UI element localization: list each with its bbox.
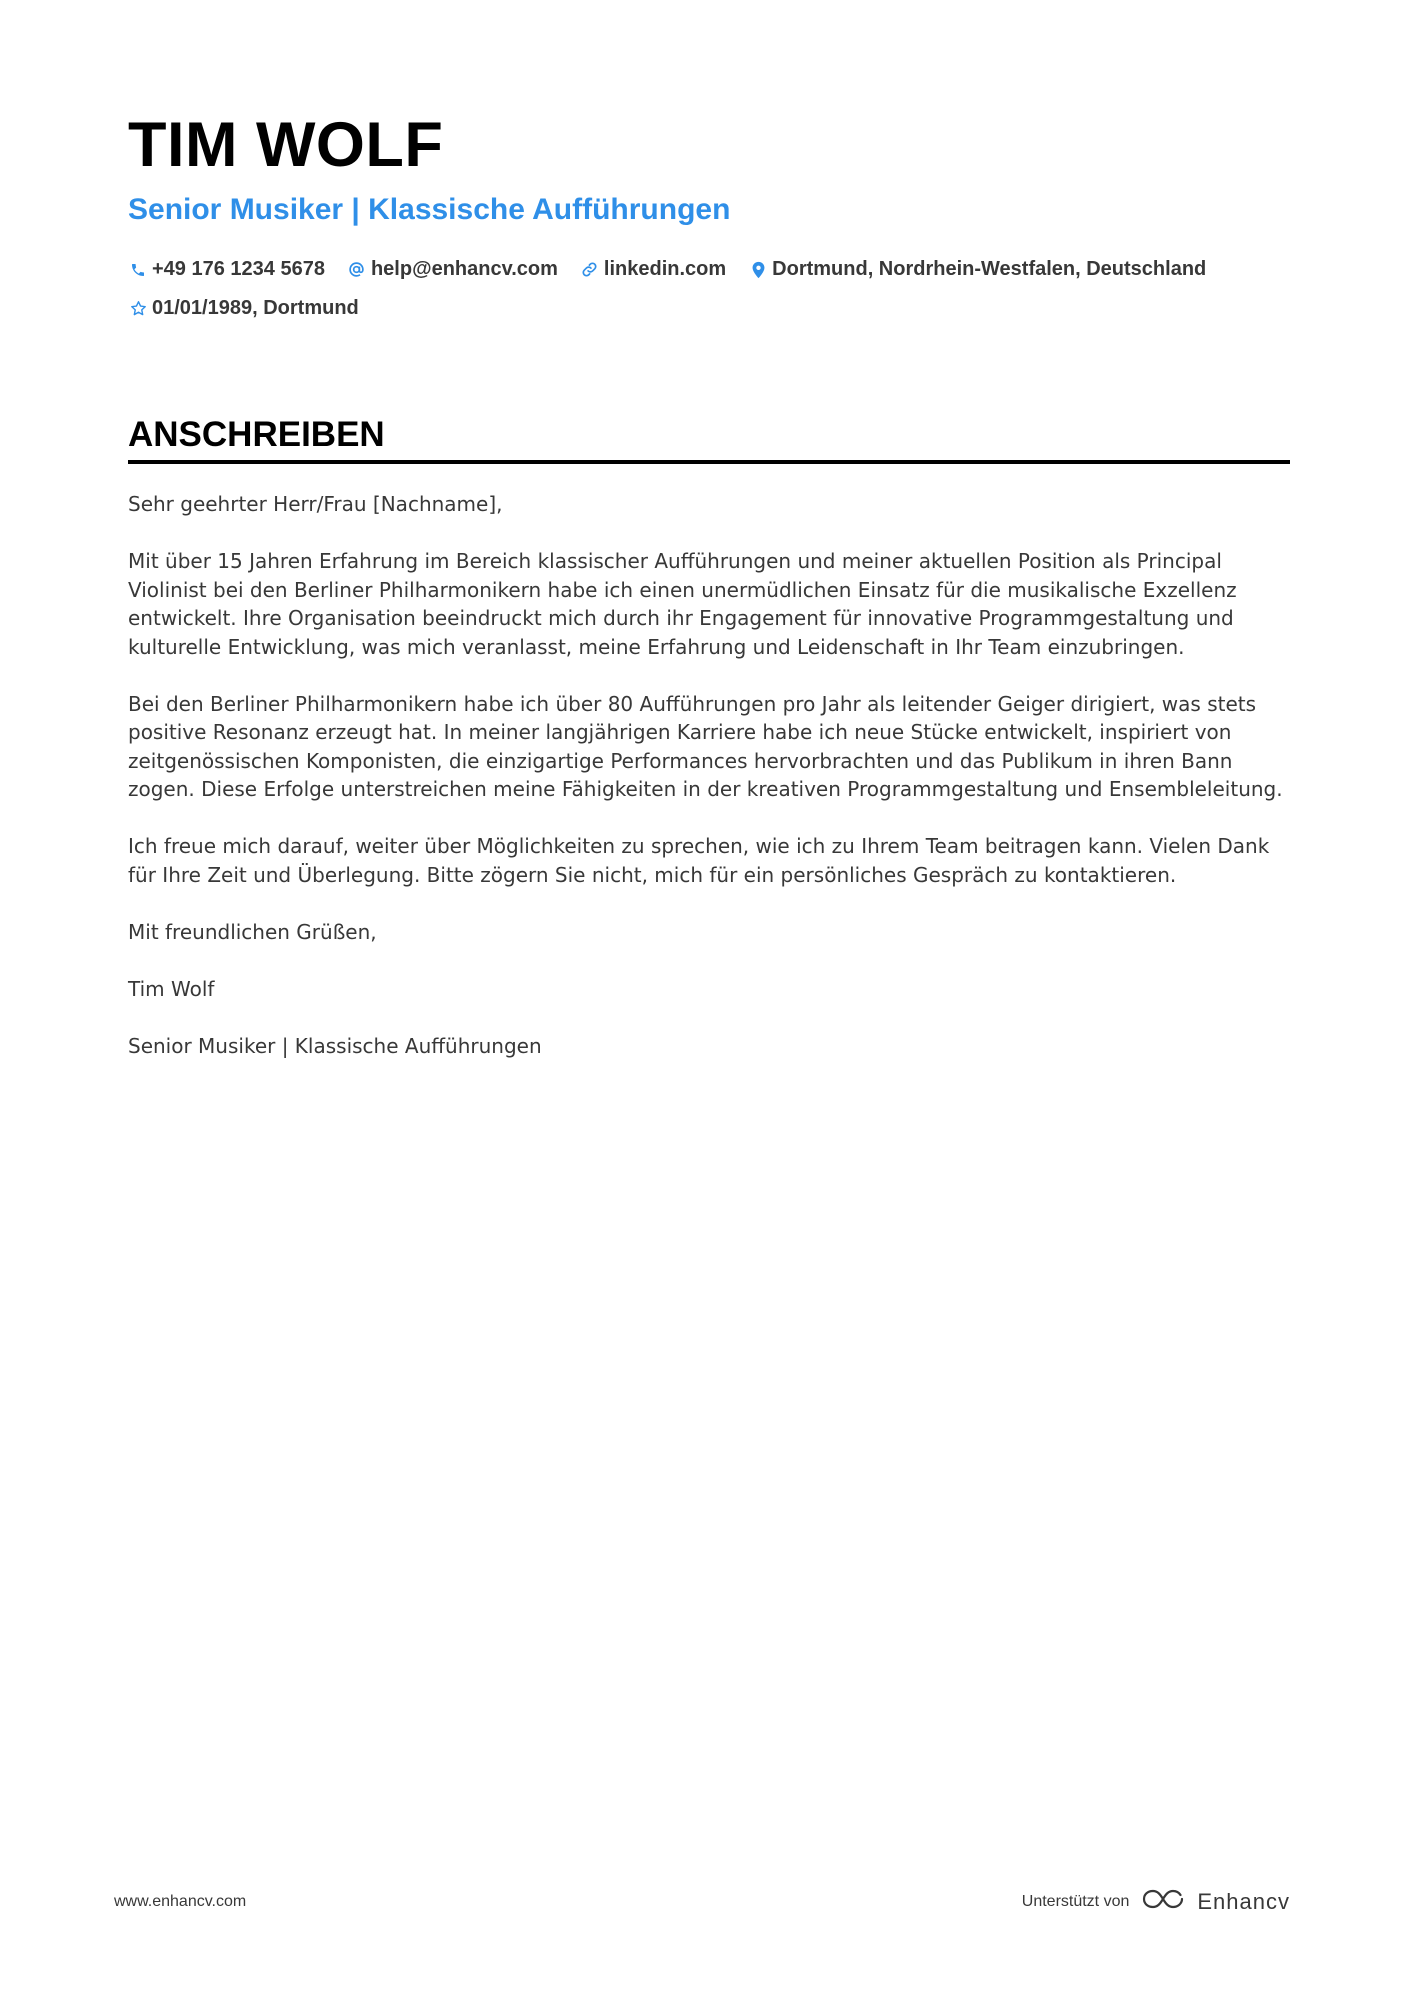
letter-salutation: Sehr geehrter Herr/Frau [Nachname], (128, 492, 503, 516)
contact-phone[interactable] (128, 258, 325, 281)
letter-paragraph-2: Bei den Berliner Philharmonikern habe ich über 80 Aufführungen pro Jahr als leitender Geiger dirigiert, was stets positive Resonanz erzeugt hat. In meiner langjährigen Karriere habe ich neue Stücke entwickelt, inspiriert von zeitgenössischen Komponisten, die einzigartige Performances hervorbrachten und das Publikum in ihren Bann zogen. Diese Erfolge unterstreichen meine Fähigkeiten in der kreativen Programmgestaltung und Ensembleleitung. (128, 691, 1283, 801)
contact-row-1 (128, 250, 1290, 289)
section-divider (128, 460, 1290, 464)
at-icon (347, 260, 367, 280)
contact-email-text: help@enhancv.com (370, 258, 558, 280)
enhancv-logo-icon (1141, 1887, 1187, 1916)
applicant-name: TIM WOLF (128, 110, 444, 180)
contact-birth (128, 297, 359, 320)
cover-letter-page (128, 110, 1290, 1089)
contact-email[interactable] (347, 258, 558, 281)
letter-body (128, 490, 1290, 1060)
phone-icon (128, 260, 148, 280)
footer-powered-by: Unterstützt von (1021, 1892, 1130, 1910)
footer-brand-name: Enhancv (1197, 1888, 1290, 1914)
letter-signature-name: Tim Wolf (128, 976, 215, 1001)
contact-location (748, 258, 1206, 281)
letter-paragraph-1: Mit über 15 Jahren Erfahrung im Bereich klassischer Aufführungen und meiner aktuellen Position als Principal Violinist bei den Berliner Philharmonikern habe ich einen unermüdlichen Einsatz für die musikalische Exzellenz entwickelt. Ihre Organisation beeindruckt mich durch ihr Engagement für innovative Programmgestaltung und kulturelle Entwicklung, was mich veranlasst, meine Erfahrung und Leidenschaft in Ihr Team einzubringen. (128, 549, 1237, 659)
job-title: Senior Musiker | Klassische Aufführungen (128, 193, 731, 226)
contact-info (128, 250, 1290, 328)
letter-signature-title: Senior Musiker | Klassische Aufführungen (128, 1033, 542, 1058)
link-icon (580, 260, 600, 280)
contact-location-text: Dortmund, Nordrhein-Westfalen, Deutschland (772, 258, 1207, 280)
location-pin-icon (748, 260, 768, 280)
letter-paragraph-3: Ich freue mich darauf, weiter über Möglichkeiten zu sprechen, wie ich zu Ihrem Team beitragen kann. Vielen Dank für Ihre Zeit und Überlegung. Bitte zögern Sie nicht, mich für ein persönliches Gespräch zu kontaktieren. (128, 834, 1270, 887)
footer-website[interactable]: www.enhancv.com (114, 1893, 247, 1910)
section-heading: ANSCHREIBEN (128, 415, 385, 454)
contact-linkedin-text: linkedin.com (603, 258, 727, 280)
contact-phone-text: +49 176 1234 5678 (152, 258, 325, 280)
contact-birth-text: 01/01/1989, Dortmund (152, 297, 359, 319)
contact-linkedin[interactable] (580, 258, 726, 281)
letter-closing: Mit freundlichen Grüßen, (128, 919, 377, 944)
contact-row-2 (128, 289, 1290, 328)
star-icon (128, 299, 148, 319)
footer-branding[interactable] (1022, 1887, 1290, 1916)
